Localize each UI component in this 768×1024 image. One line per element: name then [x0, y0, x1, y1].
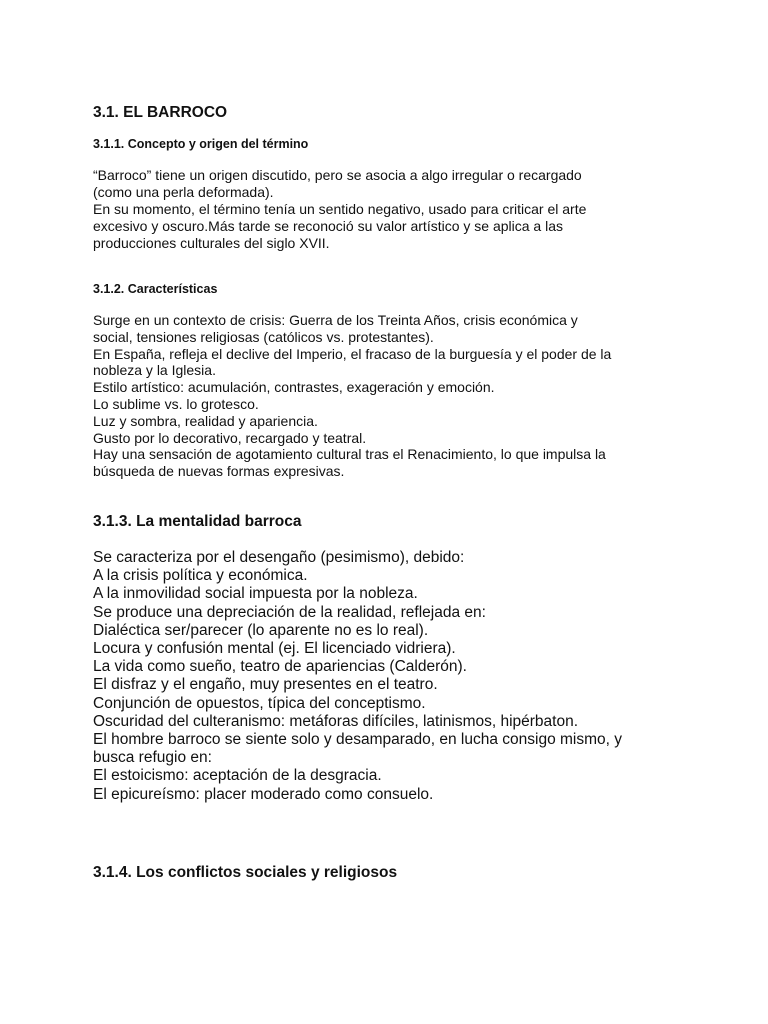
text-line: El epicureísmo: placer moderado como consuelo.	[93, 785, 434, 803]
conflictos-heading: 3.1.4. Los conflictos sociales y religiosos	[93, 864, 398, 881]
text-line: Gusto por lo decorativo, recargado y teatral.	[93, 429, 367, 446]
text-line: excesivo y oscuro.Más tarde se reconoció su valor artístico y se aplica a las	[93, 218, 563, 234]
concepto-heading: 3.1.1. Concepto y origen del término	[93, 137, 309, 151]
text-line: Conjunción de opuestos, típica del conceptismo.	[93, 694, 426, 712]
text-line: En su momento, el término tenía un sentido negativo, usado para criticar el arte	[93, 201, 587, 217]
text-line: Hay una sensación de agotamiento cultural tras el Renacimiento, lo que impulsa la	[93, 446, 606, 463]
text-line: producciones culturales del siglo XVII.	[93, 235, 330, 251]
text-line: El disfraz y el engaño, muy presentes en el teatro.	[93, 676, 438, 694]
text-line: Locura y confusión mental (ej. El licenciado vidriera).	[93, 640, 456, 658]
text-line: Estilo artístico: acumulación, contrastes, exageración y emoción.	[93, 379, 495, 396]
text-line: Surge en un contexto de crisis: Guerra de los Treinta Años, crisis económica y	[93, 312, 578, 328]
caracteristicas-paragraph	[93, 312, 611, 480]
text-line: social, tensiones religiosas (católicos vs. protestantes).	[93, 328, 434, 345]
text-line: “Barroco” tiene un origen discutido, pero se asocia a algo irregular o recargado	[93, 167, 582, 183]
text-line: En España, refleja el declive del Imperio, el fracaso de la burguesía y el poder de la	[93, 345, 612, 362]
text-line: busca refugio en:	[93, 749, 212, 767]
text-line: El hombre barroco se siente solo y desamparado, en lucha consigo mismo, y	[93, 731, 622, 749]
caracteristicas-heading: 3.1.2. Características	[93, 282, 218, 296]
text-line: Se produce una depreciación de la realidad, reflejada en:	[93, 603, 486, 621]
concepto-paragraph	[93, 167, 586, 252]
text-line: La vida como sueño, teatro de apariencias (Calderón).	[93, 658, 467, 676]
text-line: Dialéctica ser/parecer (lo aparente no es lo real).	[93, 621, 429, 639]
mentalidad-paragraph	[93, 549, 622, 804]
mentalidad-heading: 3.1.3. La mentalidad barroca	[93, 513, 302, 530]
text-line: (como una perla deformada).	[93, 184, 274, 200]
text-line: A la inmovilidad social impuesta por la nobleza.	[93, 585, 418, 603]
text-line: nobleza y la Iglesia.	[93, 362, 216, 379]
text-line: Oscuridad del culteranismo: metáforas difíciles, latinismos, hipérbaton.	[93, 712, 579, 730]
text-line: El estoicismo: aceptación de la desgracia.	[93, 767, 382, 785]
text-line: Lo sublime vs. lo grotesco.	[93, 395, 259, 412]
text-line: A la crisis política y económica.	[93, 567, 308, 585]
text-line: Luz y sombra, realidad y apariencia.	[93, 412, 318, 429]
text-line: búsqueda de nuevas formas expresivas.	[93, 463, 345, 480]
text-line: Se caracteriza por el desengaño (pesimismo), debido:	[93, 549, 465, 566]
section-title: 3.1. EL BARROCO	[93, 104, 228, 121]
